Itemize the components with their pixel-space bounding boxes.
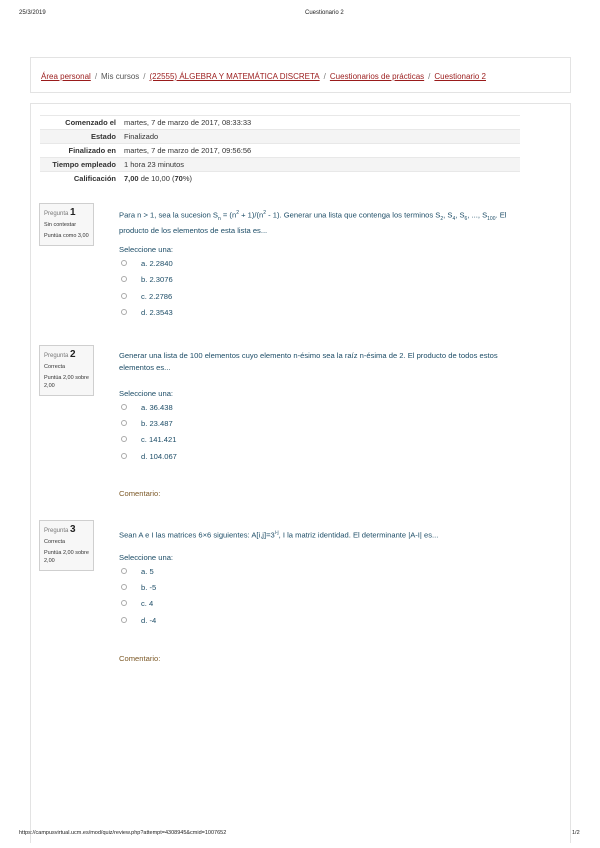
summary-label: Tiempo empleado: [52, 160, 116, 169]
print-title: Cuestionario 2: [305, 10, 344, 16]
breadcrumb-mis-cursos: Mis cursos: [101, 72, 140, 81]
option-label: b. -5: [141, 583, 157, 592]
radio-button[interactable]: [121, 404, 127, 410]
question-prefix: Pregunta: [44, 353, 69, 359]
breadcrumb-separator: /: [323, 72, 326, 81]
question-number-value: 1: [70, 207, 76, 218]
radio-button[interactable]: [121, 600, 127, 606]
radio-button[interactable]: [121, 617, 127, 623]
question-info-2: [39, 345, 94, 396]
summary-row: [40, 116, 520, 130]
print-page-number: 1/2: [572, 830, 580, 836]
summary-row: [40, 158, 520, 172]
question-text-3: Sean A e I las matrices 6×6 siguientes: $A[i,j]=3^{i-j}$, I la matriz identidad. El determinante |A-I| es...: [119, 530, 439, 540]
question-text-1: Para n > 1, sea la sucesion $S_n = (n^2 + 1)/(n^2 - 1)$. Generar una lista que contenga los terminos $S_2$, $S_4$, $S_6$, ..., $S_{100}$. El producto de los elementos de esta lista es...: [119, 210, 507, 236]
summary-label: Comenzado el: [65, 118, 116, 127]
breadcrumb-area-personal[interactable]: Área personal: [41, 72, 91, 81]
option-label: a. 5: [141, 567, 154, 576]
summary-value: martes, 7 de marzo de 2017, 09:56:56: [124, 146, 252, 155]
breadcrumb-cuestionarios[interactable]: Cuestionarios de prácticas: [329, 72, 425, 81]
summary-row: [40, 172, 520, 186]
option-label: d. 2.3543: [141, 308, 173, 317]
option-label: b. 2.3076: [141, 275, 173, 284]
summary-label: Estado: [90, 132, 116, 141]
breadcrumb-separator: /: [143, 72, 146, 81]
grade-percent: 70: [174, 174, 183, 183]
question-number-value: 3: [70, 524, 76, 535]
comment-label: Comentario:: [119, 489, 161, 498]
radio-button[interactable]: [121, 293, 127, 299]
question-score: Puntúa 2,00 sobre 2,00: [44, 550, 89, 564]
question-text-2: Generar una lista de 100 elementos cuyo elemento n-ésimo sea la raíz n-ésima de 2. El producto de todos estos elementos es...: [119, 351, 498, 372]
question-number: [44, 524, 89, 535]
breadcrumb-cuestionario-2[interactable]: Cuestionario 2: [434, 72, 486, 81]
select-one-prompt: Seleccione una:: [119, 553, 174, 562]
option-label: a. 36.438: [141, 403, 173, 412]
radio-button[interactable]: [121, 436, 127, 442]
breadcrumb-separator: /: [428, 72, 431, 81]
option-label: a. 2.2840: [141, 259, 173, 268]
question-number-value: 2: [70, 349, 76, 360]
question-status: Correcta: [44, 364, 66, 370]
radio-button[interactable]: [121, 276, 127, 282]
summary-value: Finalizado: [124, 132, 159, 141]
question-info-3: [39, 520, 94, 571]
radio-button[interactable]: [121, 309, 127, 315]
option-label: c. 2.2786: [141, 292, 173, 301]
grade-total: de 10,00 (: [138, 174, 175, 183]
question-score: Puntúa 2,00 sobre 2,00: [44, 375, 89, 389]
summary-value: [120, 172, 520, 186]
print-url: https://campusvirtual.ucm.es/mod/quiz/review.php?attempt=4308945&cmid=1007652: [19, 830, 227, 836]
summary-value: 1 hora 23 minutos: [124, 160, 185, 169]
summary-row: [40, 130, 520, 144]
question-info-1: [39, 203, 94, 246]
radio-button[interactable]: [121, 453, 127, 459]
question-prefix: Pregunta: [44, 528, 69, 534]
question-score: Puntúa como 3,00: [44, 233, 89, 239]
comment-label: Comentario:: [119, 654, 161, 663]
option-label: c. 4: [141, 599, 154, 608]
option-label: c. 141.421: [141, 435, 177, 444]
option-label: b. 23.487: [141, 419, 173, 428]
summary-row: [40, 144, 520, 158]
radio-button[interactable]: [121, 568, 127, 574]
radio-button[interactable]: [121, 260, 127, 266]
grade-percent-sign: %): [182, 174, 192, 183]
summary-label: Finalizado en: [68, 146, 116, 155]
print-date: 25/3/2019: [19, 10, 46, 16]
select-one-prompt: Seleccione una:: [119, 389, 174, 398]
question-prefix: Pregunta: [44, 211, 69, 217]
summary-label: Calificación: [73, 174, 116, 183]
breadcrumb: [30, 57, 571, 93]
option-label: d. 104.067: [141, 452, 177, 461]
grade-score: 7,00: [124, 174, 139, 183]
question-status: Sin contestar: [44, 222, 77, 228]
question-number: [44, 207, 89, 218]
breadcrumb-separator: /: [94, 72, 98, 81]
question-status: Correcta: [44, 539, 66, 545]
radio-button[interactable]: [121, 584, 127, 590]
attempt-summary-table: [40, 115, 520, 185]
radio-button[interactable]: [121, 420, 127, 426]
breadcrumb-course[interactable]: (22555) ÁLGEBRA Y MATEMÁTICA DISCRETA: [149, 72, 320, 81]
summary-value: martes, 7 de marzo de 2017, 08:33:33: [124, 118, 252, 127]
question-number: [44, 349, 89, 360]
option-label: d. -4: [141, 616, 157, 625]
select-one-prompt: Seleccione una:: [119, 245, 174, 254]
